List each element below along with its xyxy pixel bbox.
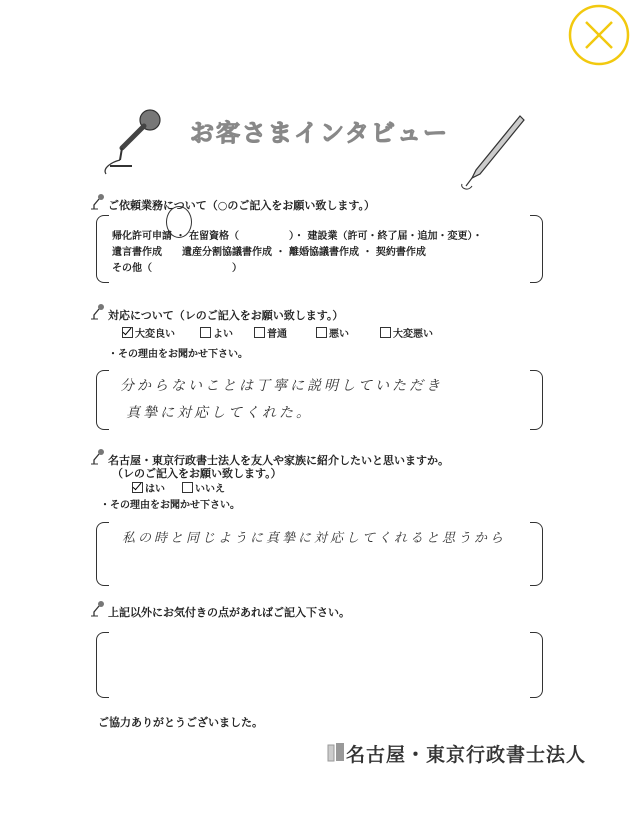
microphone-icon (90, 600, 106, 618)
answer-bracket-right (530, 522, 543, 586)
company-logo: 名古屋・東京行政書士法人 (346, 744, 587, 766)
option-very-bad[interactable]: 大変悪い (380, 325, 433, 340)
question-response: 対応について（レのご記入をお願い致します。） (108, 309, 344, 322)
service-options-line2: 遺言書作成 遺産分割協議書作成 ・ 離婚協議書作成 ・ 契約書作成 (112, 247, 426, 258)
answer-bracket-right (530, 215, 543, 283)
checkbox[interactable] (254, 327, 265, 338)
answer-bracket-left (96, 215, 109, 283)
option-very-good[interactable]: 大変良い (122, 325, 175, 340)
handwritten-answer-line1: 分からないことは丁寧に説明していただき (120, 378, 443, 394)
handwritten-answer-line2: 真摯に対応してくれた。 (126, 405, 313, 421)
question-other: 上記以外にお気付きの点があればご記入下さい。 (108, 606, 350, 619)
checkbox[interactable] (316, 327, 327, 338)
option-yes[interactable]: はい (132, 480, 165, 495)
option-no[interactable]: いいえ (182, 480, 225, 495)
checkbox-checked[interactable] (122, 327, 133, 338)
checkbox[interactable] (380, 327, 391, 338)
service-options-line3: その他（ ） (112, 263, 242, 274)
answer-bracket-right (530, 632, 543, 698)
answer-bracket-left (96, 632, 109, 698)
option-good[interactable]: よい (200, 325, 233, 340)
microphone-icon (90, 303, 106, 321)
question-recommend-note: （レのご記入をお願い致します。） (112, 467, 282, 480)
answer-bracket-right (530, 370, 543, 430)
microphone-icon (92, 100, 172, 180)
pen-icon (458, 112, 528, 192)
checkbox[interactable] (200, 327, 211, 338)
close-icon[interactable] (566, 2, 632, 68)
question-service: ご依頼業務について（○のご記入をお願い致します。） (108, 199, 375, 212)
microphone-icon (90, 448, 106, 466)
option-average[interactable]: 普通 (254, 325, 287, 340)
checkbox[interactable] (182, 482, 193, 493)
thanks-message: ご協力ありがとうございました。 (98, 716, 263, 729)
reason-prompt: ・その理由をお聞かせ下さい。 (100, 500, 240, 511)
microphone-icon (90, 193, 106, 211)
checkbox-checked[interactable] (132, 482, 143, 493)
logo-icon (326, 741, 346, 763)
answer-bracket-left (96, 522, 109, 586)
reason-prompt: ・その理由をお聞かせ下さい。 (108, 349, 248, 360)
question-recommend: 名古屋・東京行政書士法人を友人や家族に紹介したいと思いますか。 (108, 454, 449, 467)
option-bad[interactable]: 悪い (316, 325, 349, 340)
answer-bracket-left (96, 370, 109, 430)
handwritten-answer-line1: 私の時と同じように真摯に対応してくれると思うから (122, 531, 507, 546)
page-title: お客さまインタビュー (190, 119, 450, 147)
service-options-line1: 帰化許可申請 ・ 在留資格（ ）・ 建設業（許可・終了届・追加・変更）・ (112, 231, 483, 242)
